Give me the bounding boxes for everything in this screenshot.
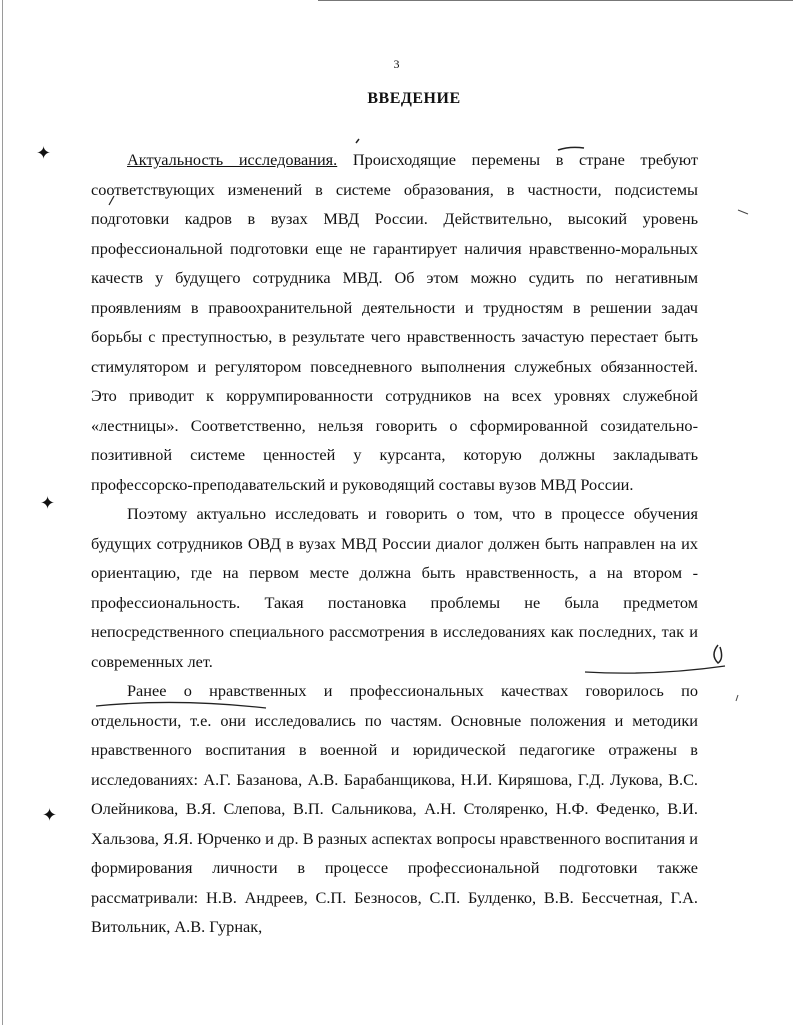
section-heading: ВВЕДЕНИЕ [367,90,461,107]
paragraph-text: Поэтому актуально исследовать и говорить о том, что в процессе обучения будущих сотрудников ОВД в вузах МВД России диалог должен быть направлен на их ориентацию, где на первом месте должна быть нравственность, а на втором - профессиональность. Такая постановка проблемы не была предметом непосредственного специального рассмотрения в исследованиях как последних, так и современных лет. [91,504,698,671]
binder-hole-mark-icon: ✦ [36,143,52,163]
binder-hole-mark-icon: ✦ [42,805,58,825]
page-number: 3 [393,57,400,71]
binder-hole-mark-icon: ✦ [40,493,56,513]
paragraph-text: Ранее о нравственных и профессиональных качествах говорилось по отдельности, т.е. они исследовались по частям. Основные положения и методики нравственного воспитания в военной и юридической педагогике отражены в исследованиях: А.Г. Базанова, А.В. Барабанщикова, Н.И. Киряшова, Г.Д. Лукова, В.С. Олейникова, В.Я. Слепова, В.П. Сальникова, А.Н. Столяренко, Н.Ф. Феденко, В.И. Хальзова, Я.Я. Юрченко и др. В разных аспектах вопросы нравственного воспитания и формирования личности в процессе профессиональной подготовки также рассматривали: Н.В. Андреев, С.П. Безносов, С.П. Булденко, В.В. Бессчетная, Г.А. Витольник, А.В. Гурнак, [91,681,698,936]
relevance-lead: Актуальность исследования. [127,150,338,169]
paragraph-text: Происходящие перемены в стране требуют соответствующих изменений в системе образования, в частности, подсистемы подготовки кадров в вузах МВД России. Действительно, высокий уровень профессиональной подготовки еще не гарантирует наличия нравственно-моральных качеств у будущего сотрудника МВД. Об этом можно судить по негативным проявлениям в правоохранительной деятельности и трудностям в решении задач борьбы с преступностью, в результате чего нравственность зачастую перестает быть стимулятором и регулятором повседневного выполнения служебных обязанностей. Это приводит к коррумпированности сотрудников на всех уровнях служебной «лестницы». Соответственно, нельзя говорить о сформированной созидательно-позитивной системе ценностей у курсанта, которую должны закладывать профессорско-преподавательский и руководящий составы вузов МВД России. [91,150,698,494]
